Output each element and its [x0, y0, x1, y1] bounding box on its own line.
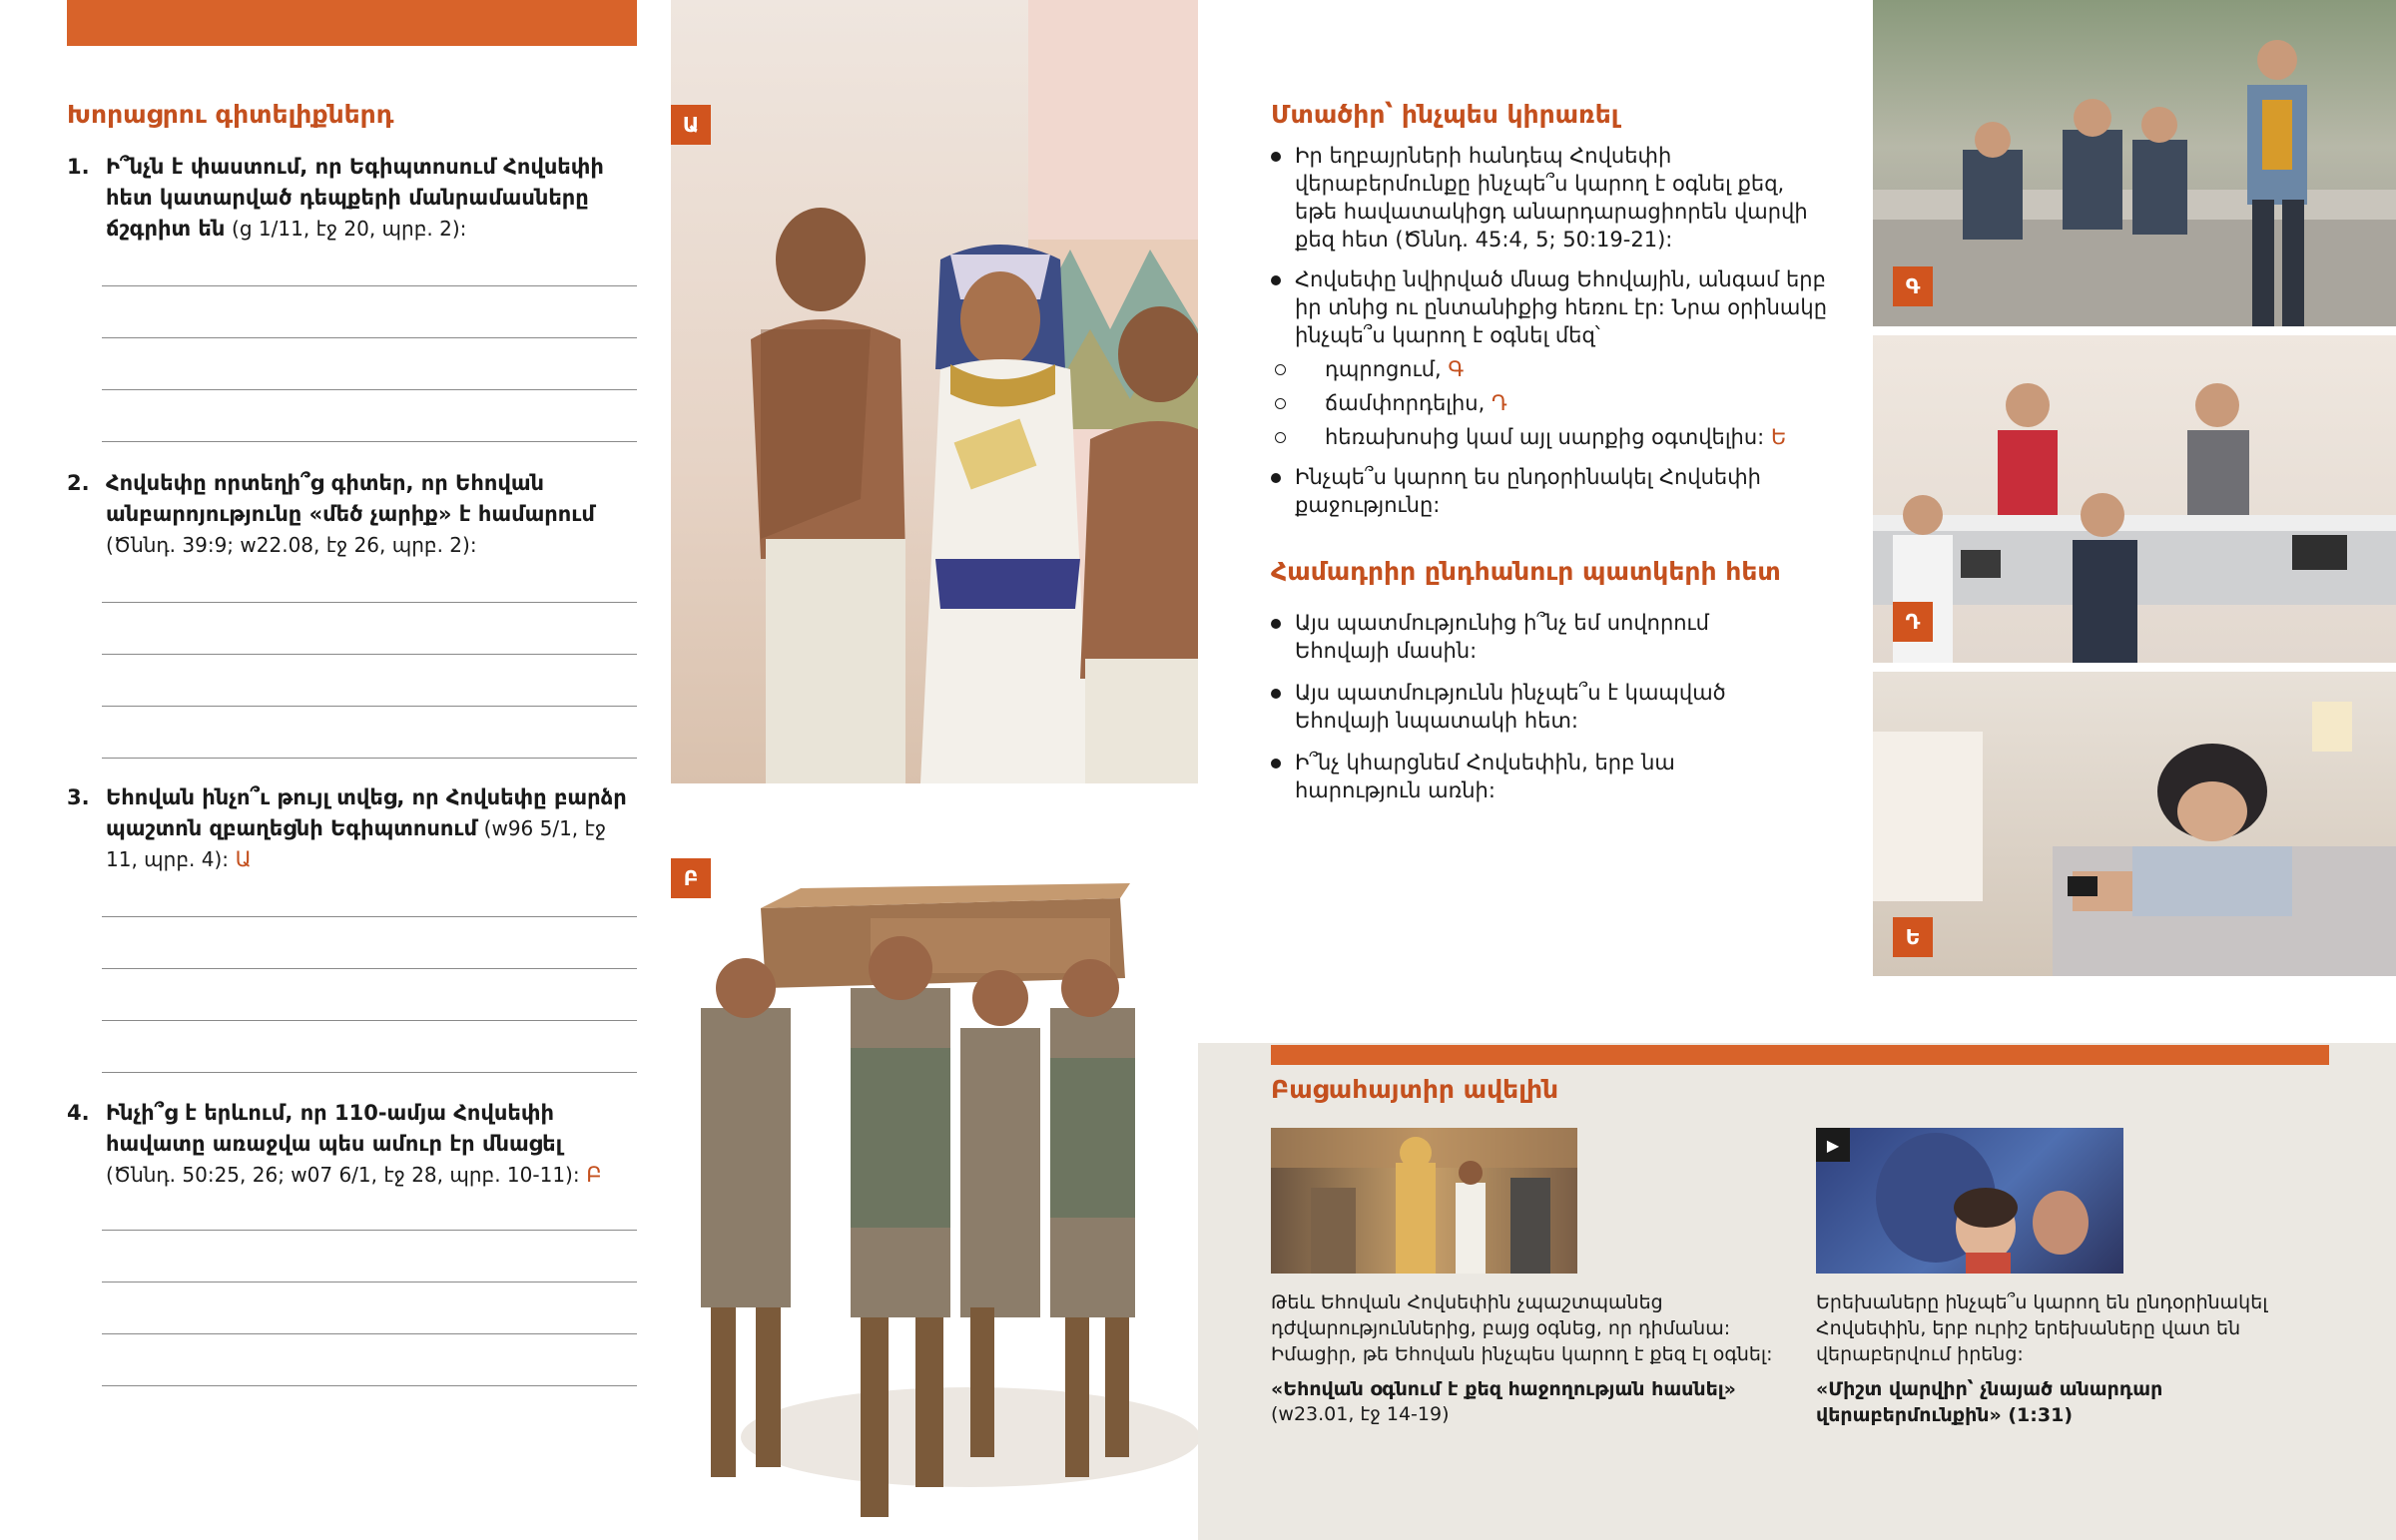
- question-text: Եհովան ինչո՞ւ թույլ տվեց, որ Հովսեփը բարձր պաշտոն զբաղեցնի Եգիպտոսում: [106, 785, 627, 840]
- answer-lines-2[interactable]: [102, 602, 637, 809]
- question-text: Ի՞նչն է փաստում, որ Եգիպտոսում Հովսեփի հետ կատարված դեպքերի մանրամասները ճշգրիտ են: [106, 155, 604, 241]
- question-number: 1.: [67, 155, 90, 179]
- answer-lines-1[interactable]: [102, 285, 637, 493]
- image-label-g: Գ: [1893, 266, 1933, 306]
- sub-item-text: ճամփորդելիս,: [1325, 391, 1486, 415]
- video-description: Երեխաները ինչպե՞ս կարող են ընդօրինակել Հովսեփին, երբ ուրիշ երեխաները վատ են վերաբերվում իրենց:: [1816, 1291, 2268, 1365]
- question-ref: (Ծննդ. 39:9; w22.08, էջ 26, պրբ. 2):: [106, 533, 477, 557]
- section-heading-deepen: Խորացրու գիտելիքներդ: [67, 100, 394, 129]
- image-ref-letter[interactable]: Գ: [1448, 357, 1465, 381]
- photo-travel-counter: [1873, 335, 2396, 663]
- image-label-a: Ա: [671, 105, 711, 145]
- illustration-joseph-egypt: [671, 0, 1198, 783]
- play-icon[interactable]: ▶: [1816, 1128, 1850, 1162]
- explore-orange-bar: [1271, 1045, 2329, 1065]
- answer-lines-4[interactable]: [102, 1230, 637, 1437]
- question-ref: (Ծննդ. 50:25, 26; w07 6/1, էջ 28, պրբ. 10-11):: [106, 1163, 580, 1187]
- question-3: [67, 782, 637, 875]
- question-ref: (w96 5/1, էջ 11, պրբ. 4):: [106, 816, 607, 871]
- image-label-b: Բ: [671, 858, 711, 898]
- question-text: Ինչի՞ց է երևում, որ 110-ամյա Հովսեփի հավատը առաջվա պես ամուր էր մնացել: [106, 1101, 563, 1156]
- article-ref: (w23.01, էջ 14-19): [1271, 1403, 1450, 1425]
- illustration-carrying-coffin: [671, 838, 1198, 1540]
- question-text: Հովսեփը որտեղի՞ց գիտեր, որ Եհովան անբարոյությունը «մեծ չարիք» է համարում: [106, 471, 595, 526]
- apply-list: [1271, 142, 1830, 531]
- article-description: Թեև Եհովան Հովսեփին չպաշտպանեց դժվարություններից, բայց օգնեց, որ դիմանա: Իմացիր, թե Եհովան ինչպես կարող է քեզ էլ օգնել:: [1271, 1291, 1773, 1365]
- connect-bullet-1: Այս պատմությունից ի՞նչ եմ սովորում Եհովայի մասին:: [1271, 609, 1770, 665]
- photo-youth-phone: [1873, 672, 2396, 976]
- apply-sub-item-school: [1271, 355, 1830, 383]
- top-orange-bar: [67, 0, 637, 46]
- answer-lines-3[interactable]: [102, 916, 637, 1124]
- question-number: 2.: [67, 471, 90, 495]
- apply-bullet-1: Իր եղբայրների հանդեպ Հովսեփի վերաբերմունքը ինչպե՞ս կարող է օգնել քեզ, եթե հավատակիցդ անարդարացիորեն վարվի քեզ հետ (Ծննդ. 45:4, 5; 50:19-21):: [1271, 142, 1830, 254]
- question-2: [67, 468, 637, 561]
- image-ref-letter[interactable]: Ա: [235, 847, 252, 871]
- image-ref-letter[interactable]: Ե: [1770, 425, 1787, 449]
- apply-bullet-2-text: Հովսեփը նվիրված մնաց Եհովային, անգամ երբ իր տնից ու ընտանիքից հեռու էր: Նրա օրինակը ինչպե՞ս կարող է օգնել մեզ՝: [1295, 267, 1827, 347]
- image-label-e: Ե: [1893, 917, 1933, 957]
- section-heading-apply: Մտածիր՝ ինչպես կիրառել: [1271, 100, 1619, 129]
- connect-bullet-2: Այս պատմությունն ինչպե՞ս է կապված Եհովայի նպատակի հետ:: [1271, 679, 1770, 735]
- connect-bullet-3: Ի՞նչ կհարցնեմ Հովսեփին, երբ նա հարություն առնի:: [1271, 749, 1770, 804]
- apply-sub-item-travel: [1271, 389, 1830, 417]
- article-link-title[interactable]: «Եհովան օգնում է քեզ հաջողության հասնել»: [1271, 1378, 1736, 1400]
- video-thumbnail[interactable]: [1816, 1128, 2123, 1274]
- image-label-d: Դ: [1893, 602, 1933, 642]
- article-thumbnail[interactable]: [1271, 1128, 1577, 1274]
- section-heading-connect: Համադրիր ընդհանուր պատկերի հետ: [1271, 557, 1781, 586]
- apply-bullet-2: [1271, 265, 1830, 451]
- section-heading-explore: Բացահայտիր ավելին: [1271, 1075, 1559, 1104]
- apply-bullet-3: Ինչպե՞ս կարող ես ընդօրինակել Հովսեփի քաջությունը:: [1271, 463, 1830, 519]
- question-ref: (g 1/11, էջ 20, պրբ. 2):: [232, 217, 467, 241]
- photo-school-youths: [1873, 0, 2396, 326]
- question-number: 4.: [67, 1101, 90, 1125]
- sub-item-text: հեռախոսից կամ այլ սարքից օգտվելիս:: [1325, 425, 1765, 449]
- apply-sub-item-device: [1271, 423, 1830, 451]
- question-4: [67, 1098, 637, 1191]
- video-link-title[interactable]: «Միշտ վարվիր՝ չնայած անարդար վերաբերմունքին» (1:31): [1816, 1378, 2163, 1426]
- image-ref-letter[interactable]: Բ: [586, 1163, 602, 1187]
- question-1: [67, 152, 637, 245]
- connect-list: [1271, 609, 1770, 816]
- sub-item-text: դպրոցում,: [1325, 357, 1442, 381]
- image-ref-letter[interactable]: Դ: [1491, 391, 1507, 415]
- question-number: 3.: [67, 785, 90, 809]
